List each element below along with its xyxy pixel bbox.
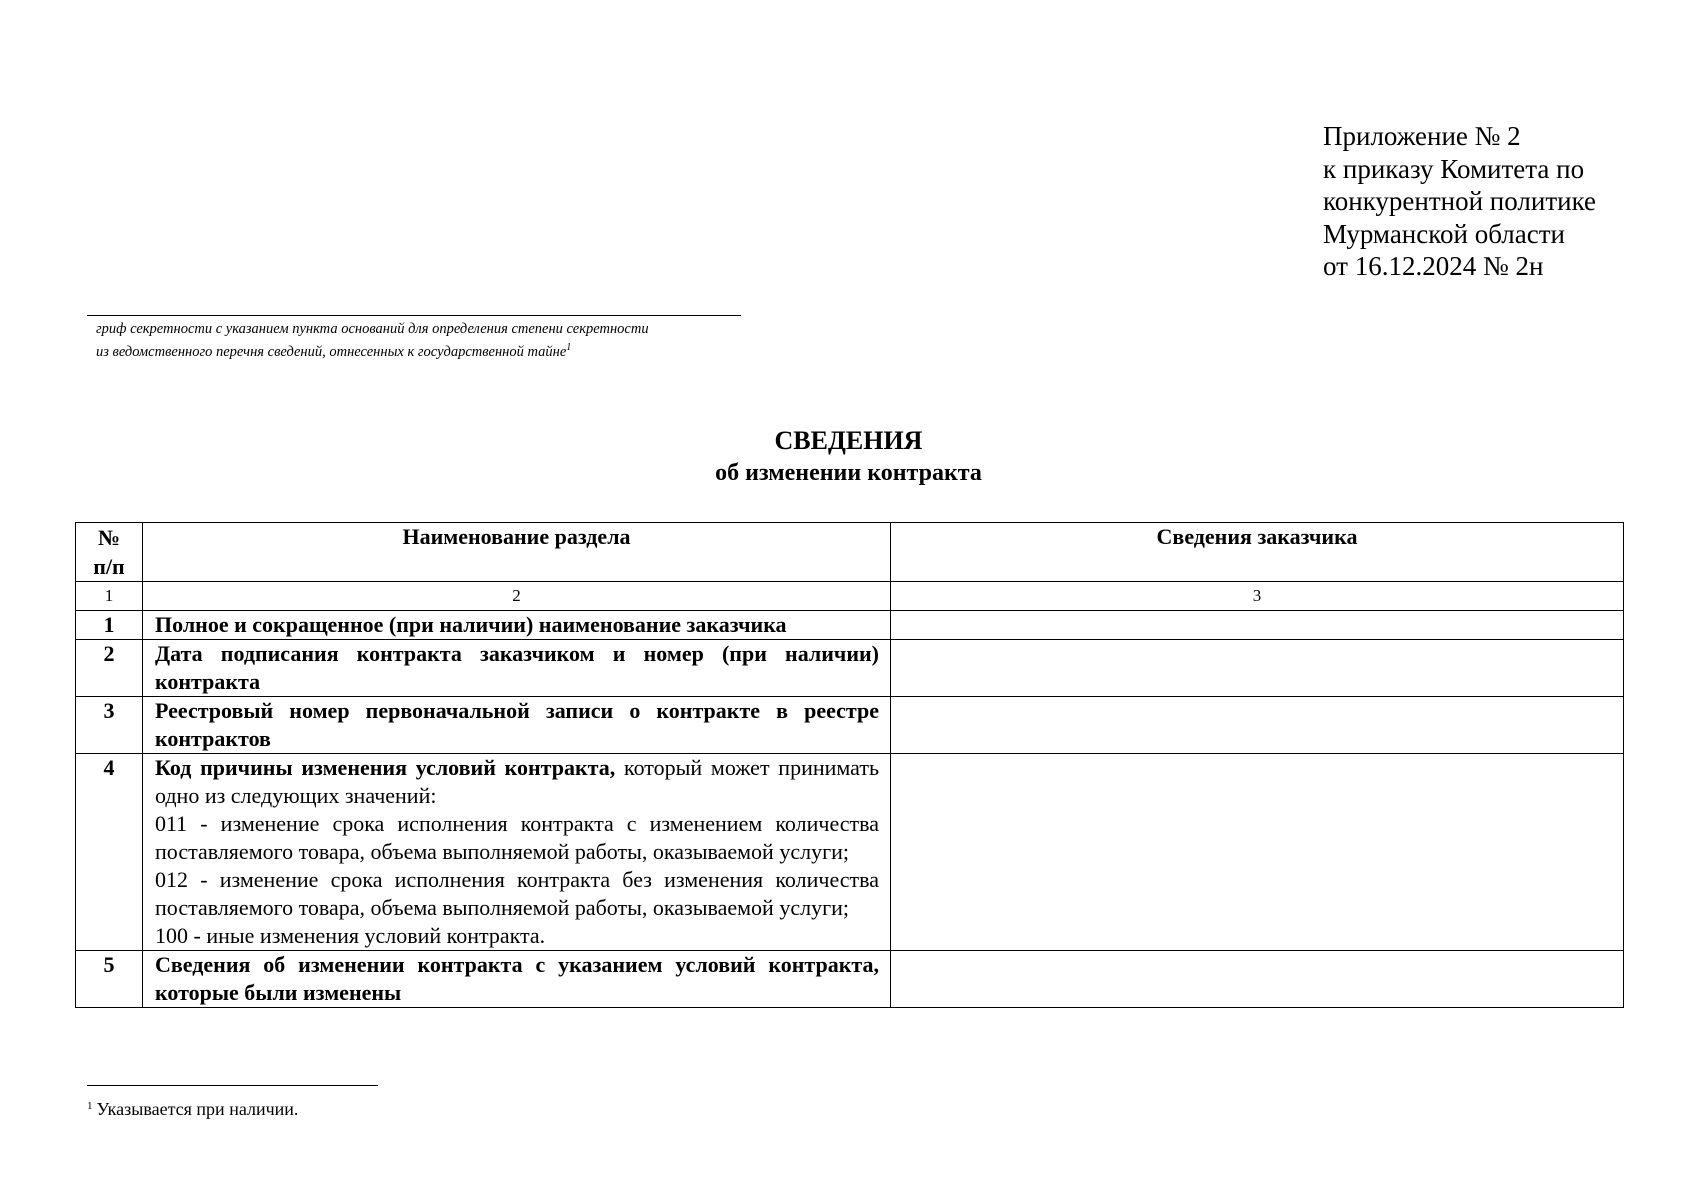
footnote xyxy=(87,1098,298,1120)
appendix-line: от 16.12.2024 № 2н xyxy=(1323,251,1544,281)
contract-change-table xyxy=(75,522,1624,1008)
row-intro xyxy=(155,754,879,810)
table-header-row xyxy=(76,523,1624,582)
table-row xyxy=(76,951,1624,1008)
table-row xyxy=(76,611,1624,640)
row-section-text: Дата подписания контракта заказчиком и номер (при наличии) контракта xyxy=(155,641,879,694)
reason-code-option: 012 - изменение срока исполнения контракта без изменения количества поставляемого товара, объема выполняемой работы, оказываемой услуги; xyxy=(155,867,879,920)
title-subtitle: об изменении контракта xyxy=(715,460,982,486)
row-section-name xyxy=(143,754,891,951)
row-number: 1 xyxy=(76,611,143,640)
header-number-line: п/п xyxy=(93,554,125,579)
row-section-name xyxy=(143,697,891,754)
row-section-text: Полное и сокращенное (при наличии) наименование заказчика xyxy=(155,612,787,637)
appendix-line: Мурманской области xyxy=(1323,218,1565,249)
row-number: 3 xyxy=(76,697,143,754)
row-section-name xyxy=(143,951,891,1008)
header-section-name: Наименование раздела xyxy=(143,523,891,582)
header-number-line: № xyxy=(97,525,121,550)
title-main: СВЕДЕНИЯ xyxy=(774,426,923,455)
row-section-text: Сведения об изменении контракта с указанием условий контракта, которые были изменены xyxy=(155,952,879,1005)
row-section-name xyxy=(143,611,891,640)
document-title xyxy=(0,425,1697,489)
footnote-separator xyxy=(87,1085,378,1086)
row-number: 2 xyxy=(76,640,143,697)
column-index: 3 xyxy=(891,582,1624,611)
table-row xyxy=(76,640,1624,697)
appendix-line: Приложение № 2 xyxy=(1323,121,1521,151)
row-section-name xyxy=(143,640,891,697)
header-number xyxy=(76,523,143,582)
row-number: 4 xyxy=(76,754,143,951)
appendix-line: к приказу Комитета по xyxy=(1323,153,1585,184)
grif-caption xyxy=(96,318,649,364)
row-section-text: Реестровый номер первоначальной записи о контракте в реестре контрактов xyxy=(155,698,879,751)
table-row xyxy=(76,754,1624,951)
row-customer-value[interactable] xyxy=(891,951,1624,1008)
column-index: 1 xyxy=(76,582,143,611)
footnote-text: Указывается при наличии. xyxy=(96,1099,299,1119)
row-customer-value[interactable] xyxy=(891,754,1624,951)
column-index-row xyxy=(76,582,1624,611)
grif-caption-line: гриф секретности с указанием пункта оснований для определения степени секретности xyxy=(96,321,649,337)
appendix-block xyxy=(1323,120,1596,283)
row-section-text: который может принимать одно из следующих значений: xyxy=(155,755,880,808)
reason-code-option: 011 - изменение срока исполнения контракта с изменением количества поставляемого товара, объема выполняемой работы, оказываемой услуги; xyxy=(155,811,879,864)
row-customer-value[interactable] xyxy=(891,640,1624,697)
header-customer-info: Сведения заказчика xyxy=(891,523,1624,582)
row-section-bold-text: Код причины изменения условий контракта, xyxy=(155,755,616,780)
reason-code-option: 100 - иные изменения условий контракта. xyxy=(155,923,546,948)
row-customer-value[interactable] xyxy=(891,697,1624,754)
footnote-mark: 1 xyxy=(87,1100,93,1112)
column-index: 2 xyxy=(143,582,891,611)
row-customer-value[interactable] xyxy=(891,611,1624,640)
row-number: 5 xyxy=(76,951,143,1008)
grif-caption-line xyxy=(96,341,649,364)
table-row xyxy=(76,697,1624,754)
grif-caption-text: из ведомственного перечня сведений, отнесенных к государственной тайне xyxy=(96,344,567,360)
grif-underline xyxy=(87,315,741,316)
appendix-line: конкурентной политике xyxy=(1323,186,1597,216)
footnote-reference: 1 xyxy=(566,342,572,353)
